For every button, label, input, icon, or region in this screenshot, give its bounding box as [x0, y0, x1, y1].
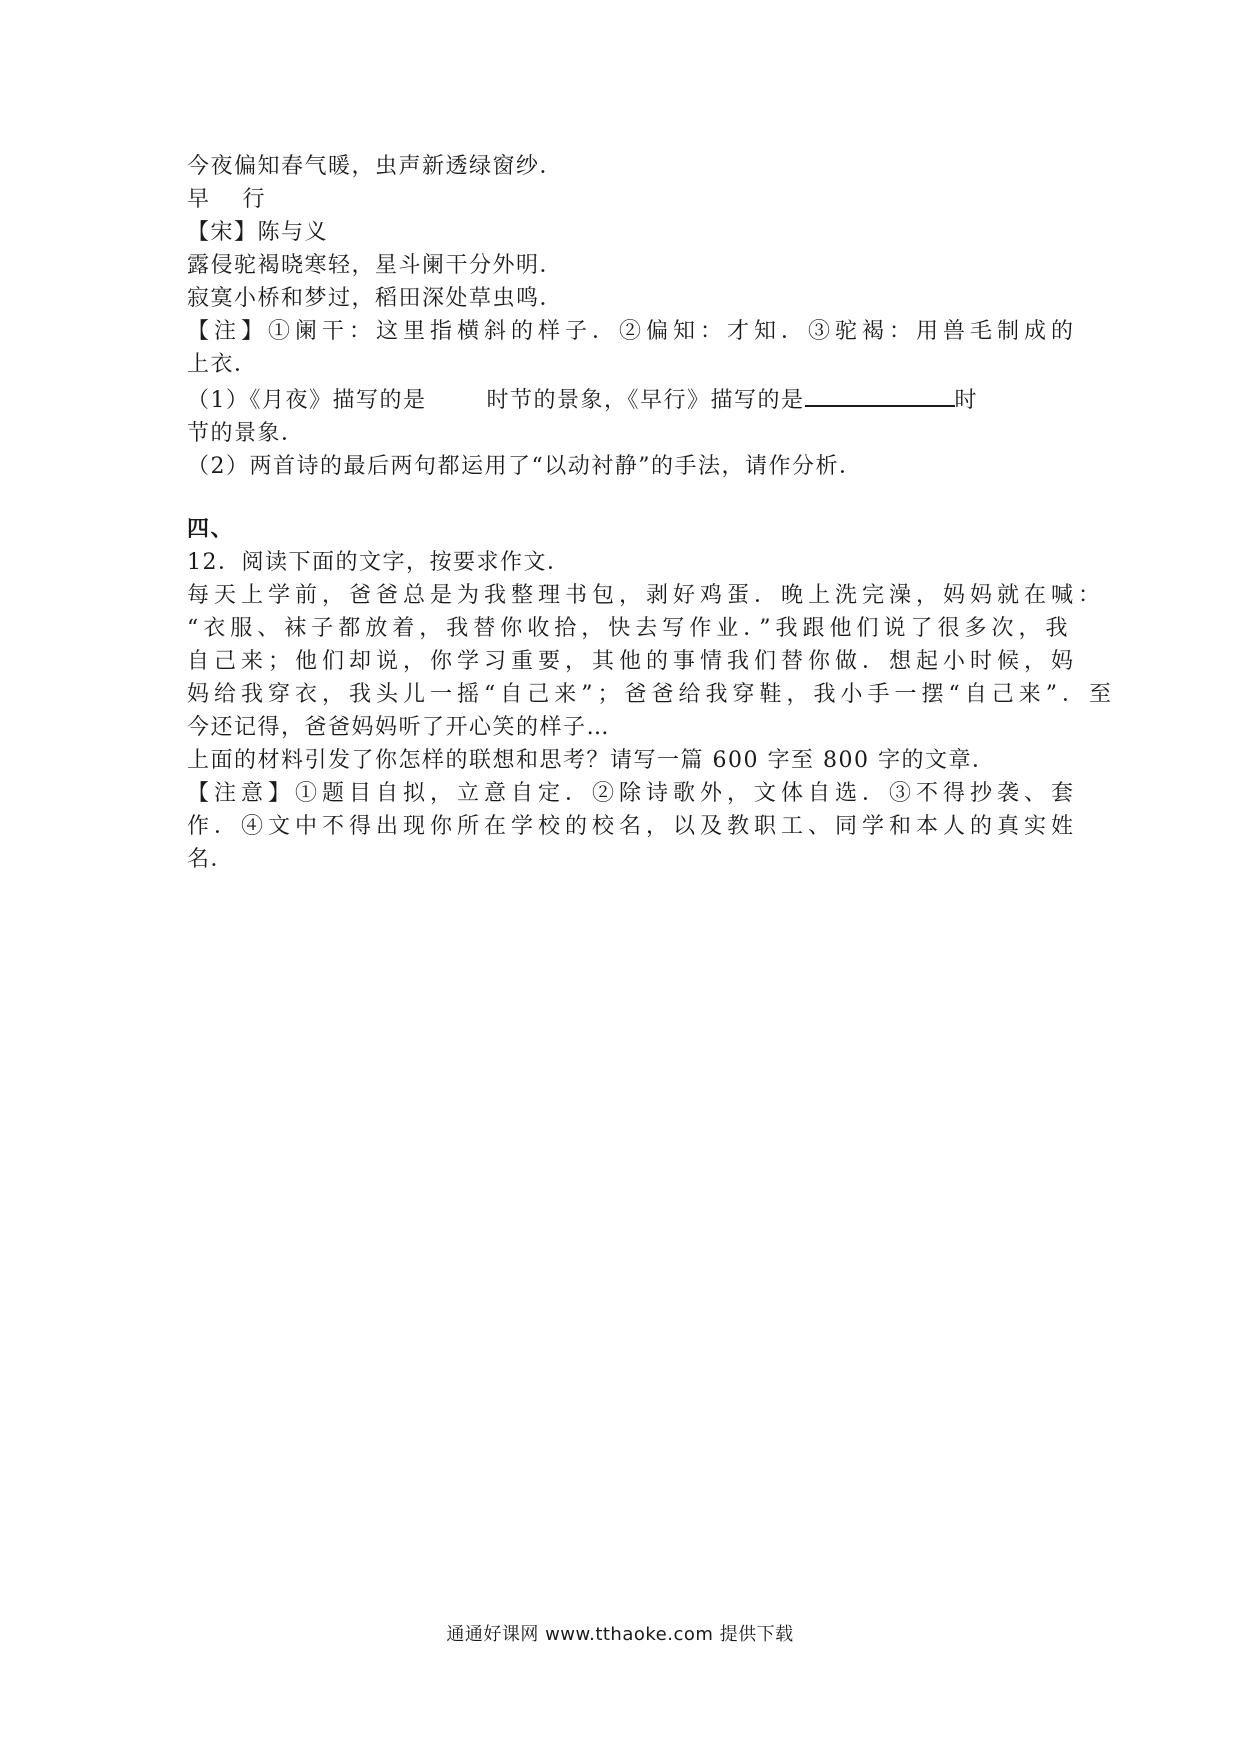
question-1-part-b: 时节的景象，《早行》描写的是 [486, 388, 805, 413]
poem2-line-1: 露侵驼褐晓寒轻，星斗阑干分外明． [187, 253, 564, 278]
footer-credit: 通通好课网 www.tthaoke.com 提供下载 [446, 1624, 794, 1645]
question-2: （2）两首诗的最后两句都运用了“以动衬静”的手法，请作分析． [187, 454, 863, 479]
material-line-5: 今还记得，爸爸妈妈听了开心笑的样子… [187, 715, 611, 740]
poem2-author: 【宋】陈与义 [187, 220, 329, 245]
requirements-line-3: 名． [187, 847, 235, 872]
material-line-1: 每天上学前，爸爸总是为我整理书包，剥好鸡蛋．晚上洗完澡，妈妈就在喊： [187, 583, 1106, 608]
question-12: 12．阅读下面的文字，按要求作文． [187, 550, 571, 575]
page-content [187, 150, 1116, 876]
poem1-last-line: 今夜偏知春气暖，虫声新透绿窗纱． [187, 154, 564, 179]
question-1-part-c: 时 [954, 388, 979, 413]
notes-line-1: 【注】①阑干：这里指横斜的样子．②偏知：才知．③驼褐：用兽毛制成的 [187, 319, 1079, 344]
material-line-2: “衣服、袜子都放着，我替你收拾，快去写作业．”我跟他们说了很多次，我 [187, 616, 1073, 641]
question-1-part-a: （1）《月夜》描写的是 [187, 388, 427, 413]
material-line-3: 自己来；他们却说，你学习重要，其他的事情我们替你做．想起小时候，妈 [187, 649, 1079, 674]
poem2-title: 早 行 [187, 187, 266, 212]
requirements-line-2: 作．④文中不得出现你所在学校的校名，以及教职工、同学和本人的真实姓 [187, 814, 1079, 839]
poem2-line-2: 寂寞小桥和梦过，稻田深处草虫鸣． [187, 286, 564, 311]
notes-line-2: 上衣． [187, 352, 258, 377]
question-1-line-2: 节的景象． [187, 421, 305, 446]
requirements-line-1: 【注意】①题目自拟，立意自定．②除诗歌外，文体自选．③不得抄袭、套 [187, 781, 1079, 806]
answer-blank-2 [805, 381, 955, 407]
section-4-heading: 四、 [187, 516, 235, 542]
question-1 [187, 381, 1057, 417]
material-line-4: 妈给我穿衣，我头儿一摇“自己来”；爸爸给我穿鞋，我小手一摆“自己来”．至 [187, 682, 1116, 707]
essay-prompt: 上面的材料引发了你怎样的联想和思考？请写一篇 600 字至 800 字的文章． [187, 748, 996, 773]
